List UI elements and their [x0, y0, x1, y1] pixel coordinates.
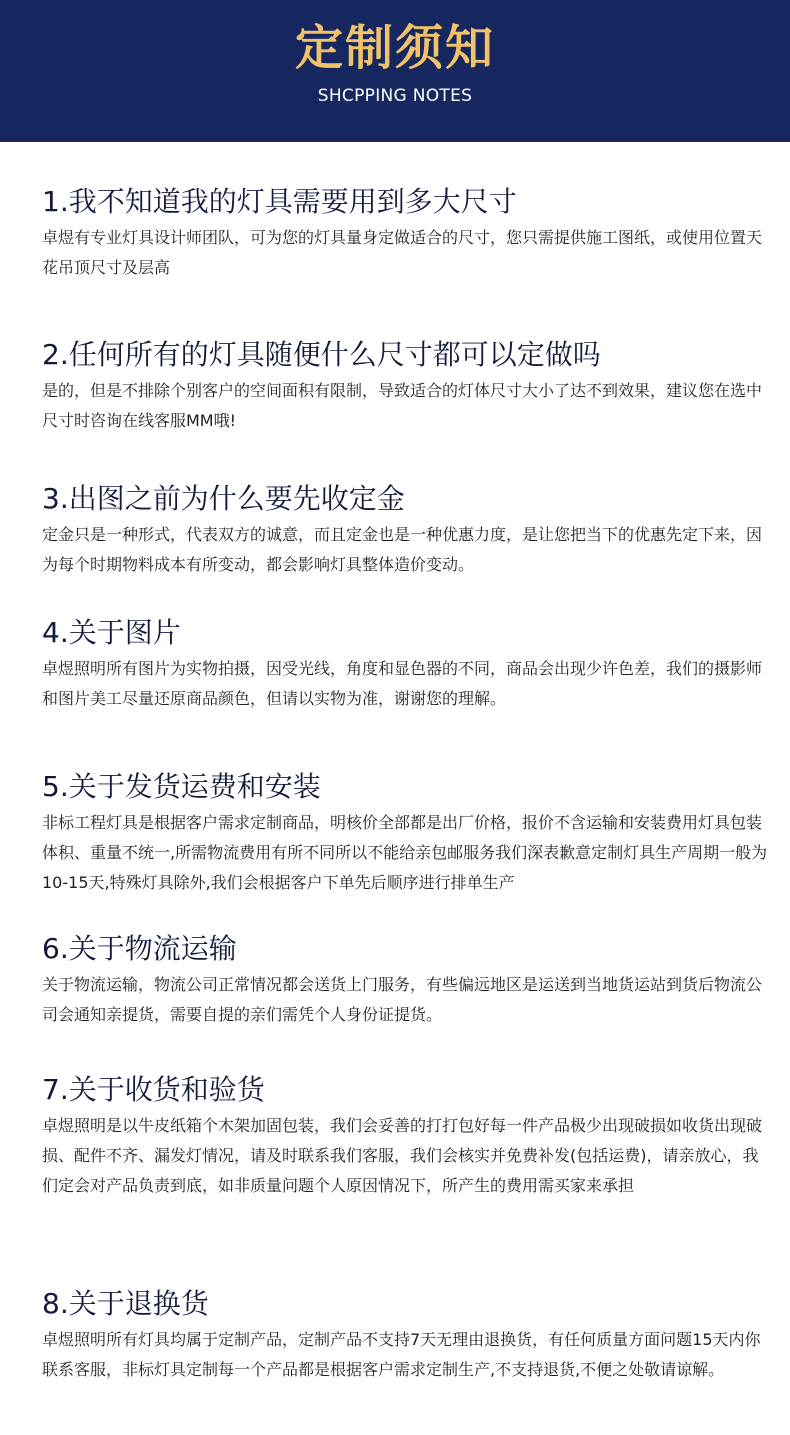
section-body: 定金只是一种形式，代表双方的诚意，而且定金也是一种优惠力度，是让您把当下的优惠先定下来，因为每个时期物料成本有所变动，都会影响灯具整体造价变动。 — [42, 525, 763, 574]
section-body: 非标工程灯具是根据客户需求定制商品，明核价全部都是出厂价格，报价不含运输和安装费用灯具包装体积、重量不统一,所需物流费用有所不同所以不能给亲包邮服务我们深表歉意定制灯具生产周期一般为10-15天,特殊灯具除外,我们会根据客户下单先后顺序进行排单生产 — [42, 813, 768, 892]
notice-section-4 — [42, 616, 772, 714]
notice-section-2 — [42, 338, 772, 436]
section-body: 是的，但是不排除个别客户的空间面积有限制，导致适合的灯体尺寸大小了达不到效果，建议您在选中尺寸时咨询在线客服MM哦! — [42, 381, 763, 430]
notice-section-3 — [42, 482, 772, 580]
section-title: 2.任何所有的灯具随便什么尺寸都可以定做吗 — [42, 338, 601, 371]
section-body: 卓煜照明所有图片为实物拍摄，因受光线，角度和显色器的不同，商品会出现少许色差，我们的摄影师和图片美工尽量还原商品颜色，但请以实物为准，谢谢您的理解。 — [42, 659, 763, 708]
notice-section-6 — [42, 932, 772, 1030]
page-title: 定制须知 — [294, 20, 495, 76]
section-body: 卓煜照明是以牛皮纸箱个木架加固包装，我们会妥善的打打包好每一件产品极少出现破损如收货出现破损、配件不齐、漏发灯情况，请及时联系我们客服，我们会核实并免费补发(包括运费)，请亲放心，我们定会对产品负责到底，如非质量问题个人原因情况下，所产生的费用需买家来承担 — [42, 1116, 763, 1195]
section-body: 关于物流运输，物流公司正常情况都会送货上门服务，有些偏远地区是运送到当地货运站到货后物流公司会通知亲提货，需要自提的亲们需凭个人身份证提货。 — [42, 975, 763, 1024]
section-title: 5.关于发货运费和安装 — [42, 770, 321, 803]
section-title: 1.我不知道我的灯具需要用到多大尺寸 — [42, 185, 517, 218]
notice-section-5 — [42, 770, 772, 898]
section-body: 卓煜有专业灯具设计师团队，可为您的灯具量身定做适合的尺寸，您只需提供施工图纸，或使用位置天花吊顶尺寸及层高 — [42, 228, 763, 277]
section-title: 8.关于退换货 — [42, 1287, 209, 1320]
notice-section-8 — [42, 1287, 772, 1385]
section-title: 7.关于收货和验货 — [42, 1073, 265, 1106]
page-subtitle: SHCPPING NOTES — [317, 86, 473, 106]
section-title: 6.关于物流运输 — [42, 932, 237, 965]
section-body: 卓煜照明所有灯具均属于定制产品，定制产品不支持7天无理由退换货，有任何质量方面问题15天内你联系客服，非标灯具定制每一个产品都是根据客户需求定制生产,不支持退货,不便之处敬请谅解。 — [42, 1330, 761, 1379]
notice-section-7 — [42, 1073, 772, 1201]
notice-section-1 — [42, 185, 772, 283]
section-title: 3.出图之前为什么要先收定金 — [42, 482, 405, 515]
section-title: 4.关于图片 — [42, 616, 181, 649]
header-banner — [0, 0, 790, 142]
